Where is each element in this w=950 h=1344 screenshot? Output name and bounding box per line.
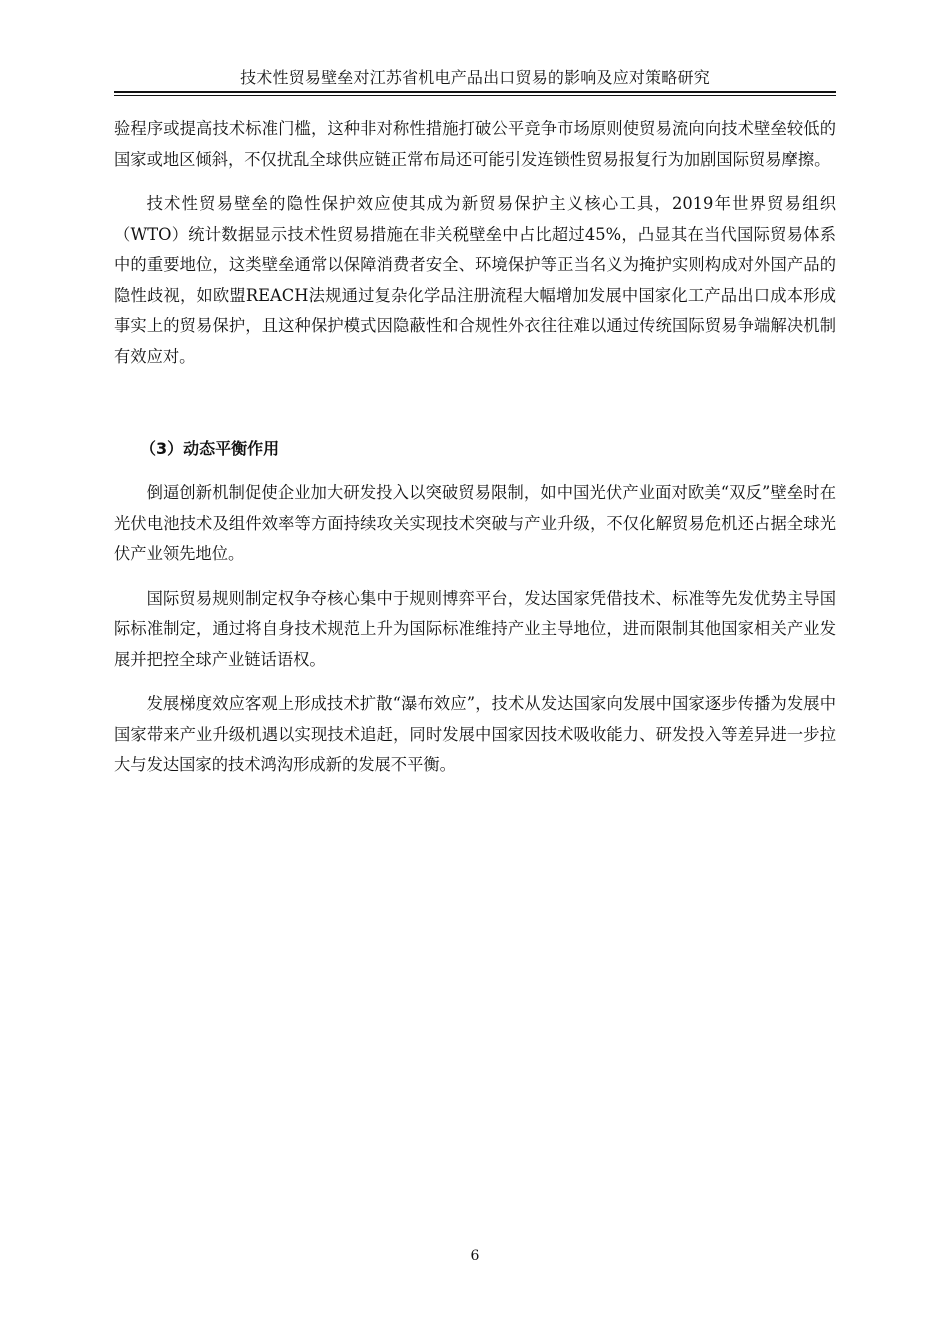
body-paragraph: 国际贸易规则制定权争夺核心集中于规则博弈平台，发达国家凭借技术、标准等先发优势主导国际标准制定，通过将自身技术规范上升为国际标准维持产业主导地位，进而限制其他国家相关产业发展并把控全球产业链话语权。 <box>114 588 836 669</box>
section-heading: （3）动态平衡作用 <box>140 439 280 458</box>
body-paragraph: 技术性贸易壁垒的隐性保护效应使其成为新贸易保护主义核心工具，2019年世界贸易组织（WTO）统计数据显示技术性贸易措施在非关税壁垒中占比超过45%，凸显其在当代国际贸易体系中的重要地位，这类壁垒通常以保障消费者安全、环境保护等正当名义为掩护实则构成对外国产品的隐性歧视，如欧盟REACH法规通过复杂化学品注册流程大幅增加发展中国家化工产品出口成本形成事实上的贸易保护，且这种保护模式因隐蔽性和合规性外衣往往难以通过传统国际贸易争端解决机制有效应对。 <box>114 194 836 366</box>
header-rule-thick <box>114 91 836 93</box>
header-rule-thin <box>114 95 836 96</box>
body-paragraph: 倒逼创新机制促使企业加大研发投入以突破贸易限制，如中国光伏产业面对欧美“双反”壁垒时在光伏电池技术及组件效率等方面持续攻关实现技术突破与产业升级，不仅化解贸易危机还占据全球光伏产业领先地位。 <box>114 483 836 563</box>
body-paragraph-continued: 验程序或提高技术标准门槛，这种非对称性措施打破公平竞争市场原则使贸易流向向技术壁垒较低的国家或地区倾斜，不仅扰乱全球供应链正常布局还可能引发连锁性贸易报复行为加剧国际贸易摩擦。 <box>114 119 836 169</box>
page-number: 6 <box>470 1248 480 1264</box>
body-paragraph: 发展梯度效应客观上形成技术扩散“瀑布效应”，技术从发达国家向发展中国家逐步传播为发展中国家带来产业升级机遇以实现技术追赶，同时发展中国家因技术吸收能力、研发投入等差异进一步拉大与发达国家的技术鸿沟形成新的发展不平衡。 <box>114 694 836 774</box>
running-header: 技术性贸易壁垒对江苏省机电产品出口贸易的影响及应对策略研究 <box>240 68 710 87</box>
document-body <box>114 114 836 781</box>
